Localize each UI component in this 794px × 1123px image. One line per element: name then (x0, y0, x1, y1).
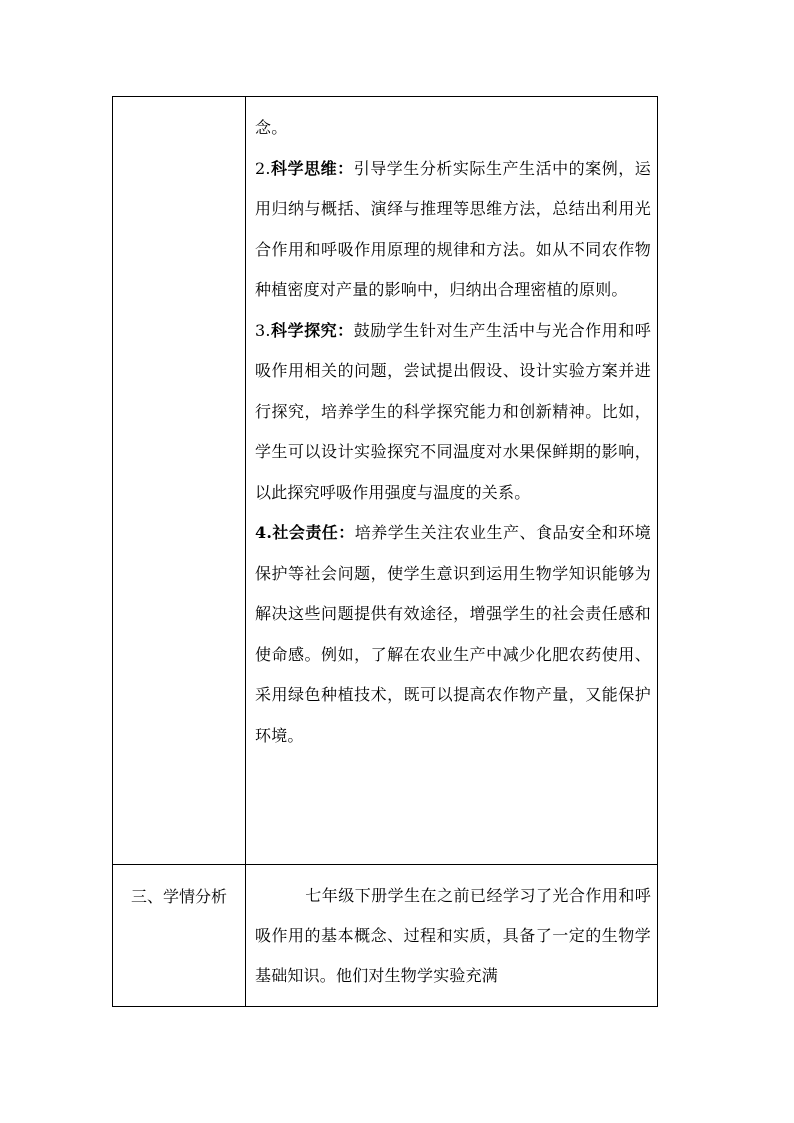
item-title: 社会责任： (272, 523, 355, 542)
item-number: 3. (255, 320, 271, 340)
item-title: 科学思维： (270, 158, 354, 178)
item-number: 4. (255, 523, 273, 542)
item-body: 培养学生关注农业生产、食品安全和环境保护等社会问题，使学生意识到运用生物学知识能够为解决这些问题提供有效途径，增强学生的社会责任感和使命感。例如，了解在农业生产中减少化肥农药使用、采用绿色种植技术，既可以提高农作物产量，又能保护环境。 (255, 523, 651, 745)
item-title: 科学探究： (270, 320, 354, 340)
item-body: 引导学生分析实际生产生活中的案例，运用归纳与概括、演绎与推理等思维方法，总结出利用光合作用和呼吸作用原理的规律和方法。如从不同农作物种植密度对产量的影响中，归纳出合理密植的原则。 (255, 158, 651, 299)
carry-over-text: 念。 (255, 118, 288, 137)
item-body: 鼓励学生针对生产生活中与光合作用和呼吸作用相关的问题，尝试提出假设、设计实验方案并进行探究，培养学生的科学探究能力和创新精神。比如，学生可以设计实验探究不同温度对水果保鲜期的影响，以此探究呼吸作用强度与温度的关系。 (255, 320, 651, 502)
item-number: 2. (255, 158, 271, 178)
learner-analysis-cell (255, 876, 651, 996)
core-literacy-cell (255, 108, 651, 756)
learner-analysis-text: 七年级下册学生在之前已经学习了光合作用和呼吸作用的基本概念、过程和实质，具备了一定的生物学基础知识。他们对生物学实验充满 (255, 886, 651, 985)
item-social-responsibility (255, 513, 651, 756)
learner-analysis-paragraph (255, 876, 651, 996)
lesson-plan-table (112, 96, 658, 1007)
item-scientific-inquiry (255, 311, 651, 514)
item-scientific-thinking (255, 149, 651, 311)
column-divider (245, 97, 246, 1006)
section-label-learner-analysis: 三、学情分析 (130, 887, 227, 906)
